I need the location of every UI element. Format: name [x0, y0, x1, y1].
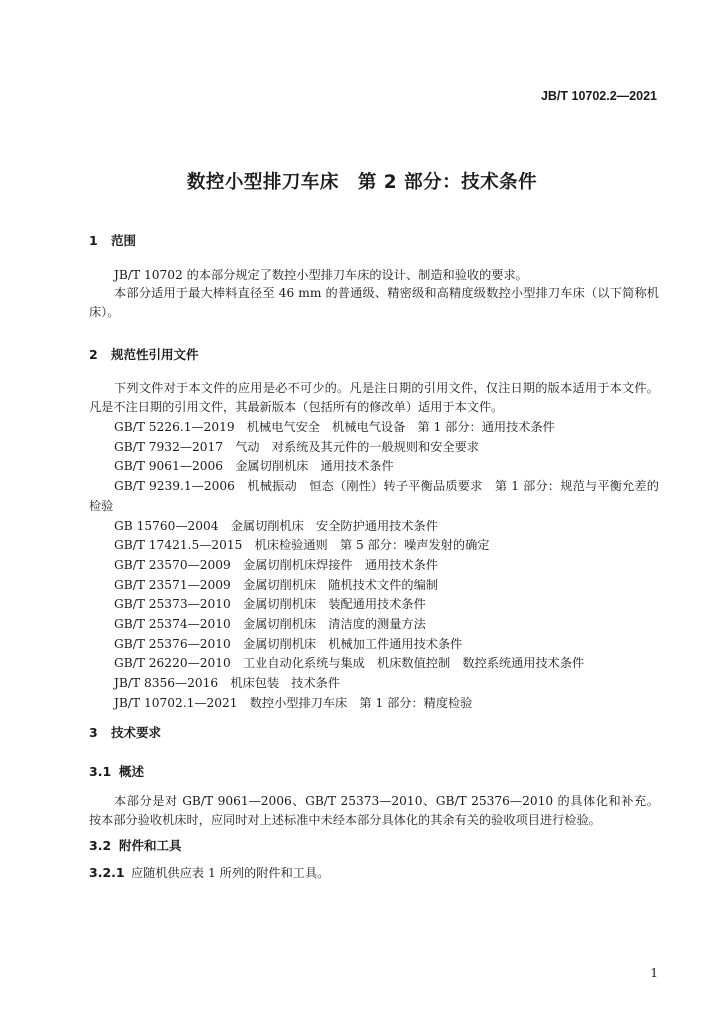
section-number: 3: [89, 725, 98, 740]
clause-text: 应随机供应表 1 所列的附件和工具。: [131, 866, 330, 880]
reference-item: GB/T 9061—2006 金属切削机床 通用技术条件: [114, 459, 394, 474]
section-number: 3.1: [89, 764, 112, 779]
standard-code: JB/T 10702.2—2021: [540, 89, 657, 103]
reference-item: GB/T 23571—2009 金属切削机床 随机技术文件的编制: [114, 577, 438, 592]
section-number: 1: [89, 233, 98, 248]
reference-item: GB/T 5226.1—2019 机械电气安全 机械电气设备 第 1 部分：通用技术条件: [114, 420, 555, 434]
reference-item: GB/T 7932—2017 气动 对系统及其元件的一般规则和安全要求: [114, 439, 479, 454]
reference-item: GB/T 25374—2010 金属切削机床 清洁度的测量方法: [114, 617, 426, 632]
paragraph-references-intro: 下列文件对于本文件的应用是必不可少的。凡是注日期的引用文件，仅注日期的版本适用于本文件。凡是不注日期的引用文件，其最新版本（包括所有的修改单）适用于本文件。: [89, 381, 659, 414]
paragraph-scope-2: 本部分适用于最大棒料直径至 46 mm 的普通级、精密级和高精度级数控小型排刀车床（以下简称机床）。: [89, 286, 659, 319]
reference-item: GB/T 26220—2010 工业自动化系统与集成 机床数值控制 数控系统通用技术条件: [114, 656, 585, 671]
clause-number: 3.2.1: [89, 865, 125, 880]
section-3-1-heading: [89, 762, 144, 780]
section-title: 概述: [119, 764, 145, 779]
reference-item: GB/T 9239.1—2006 机械振动 恒态（刚性）转子平衡品质要求 第 1 部分：规范与平衡允差的检验: [89, 479, 659, 513]
document-title: 数控小型排刀车床 第 2 部分：技术条件: [186, 172, 538, 193]
paragraph-scope-1: JB/T 10702 的本部分规定了数控小型排刀车床的设计、制造和验收的要求。: [114, 268, 528, 282]
paragraph-overview: 本部分是对 GB/T 9061—2006、GB/T 25373—2010、GB/T 25376—2010 的具体化和补充。按本部分验收机床时，应同时对上述标准中未经本部分具体化的其余有关的验收项目进行检验。: [89, 794, 659, 827]
page-number: 1: [650, 966, 658, 980]
section-number: 2: [89, 347, 98, 362]
section-3-heading: [89, 723, 161, 741]
section-title: 技术要求: [111, 725, 162, 740]
section-title: 规范性引用文件: [111, 347, 199, 362]
reference-item: GB/T 17421.5—2015 机床检验通则 第 5 部分：噪声发射的确定: [114, 538, 490, 553]
section-number: 3.2: [89, 838, 112, 853]
reference-item: GB/T 25373—2010 金属切削机床 装配通用技术条件: [114, 597, 426, 612]
section-3-2-heading: [89, 836, 182, 854]
reference-item: GB/T 25376—2010 金属切削机床 机械加工件通用技术条件: [114, 636, 463, 651]
reference-item: JB/T 10702.1—2021 数控小型排刀车床 第 1 部分：精度检验: [114, 695, 473, 710]
section-title: 范围: [111, 233, 137, 248]
reference-item: GB/T 23570—2009 金属切削机床焊接件 通用技术条件: [114, 557, 438, 572]
section-1-heading: [89, 231, 136, 249]
clause-3-2-1: [89, 864, 329, 881]
section-title: 附件和工具: [119, 838, 182, 853]
reference-item: JB/T 8356—2016 机床包装 技术条件: [114, 676, 341, 691]
reference-item: GB 15760—2004 金属切削机床 安全防护通用技术条件: [114, 518, 438, 533]
reference-list: [89, 418, 659, 714]
section-2-heading: [89, 345, 199, 363]
